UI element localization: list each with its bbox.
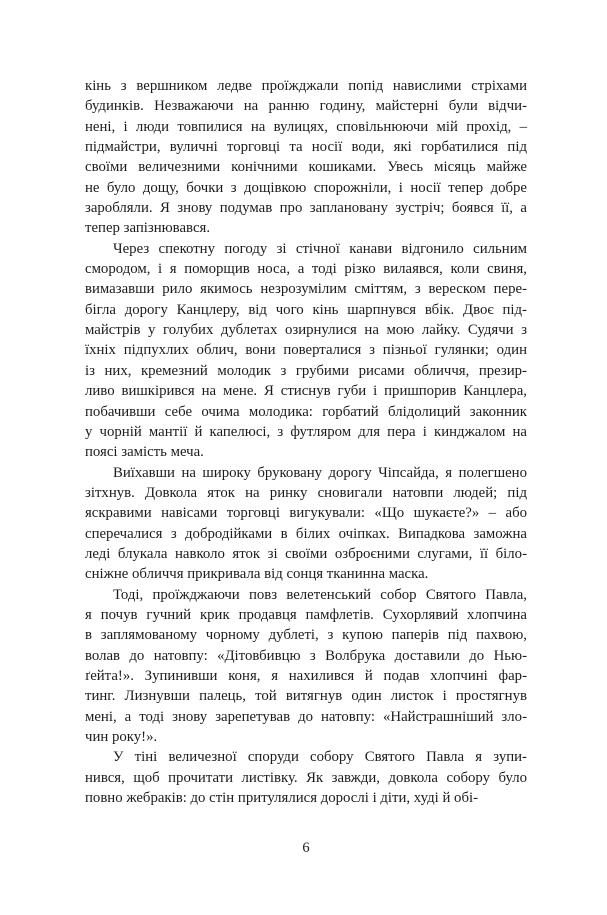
text-line: своїми величезними конічними кошиками. Увесь місяць майже <box>85 159 527 176</box>
text-line: тепер запізнювався. <box>85 220 211 237</box>
text-line: я почув гучний крик продавця памфлетів. Сухорлявий хлопчина <box>85 606 527 623</box>
text-line: сперечалися з добродійками в білих очіпках. Випадкова заможна <box>85 525 527 542</box>
text-line: їхніх підпухлих облич, вони поверталися з пізньої гулянки; один <box>85 342 527 359</box>
text-line: смородом, і я поморщив носа, а тоді різко вилаявся, коли свиня, <box>85 261 527 278</box>
text-block <box>85 76 527 808</box>
text-line: бігла дорогу Канцлеру, від чого кінь шарпнувся вбік. Двоє під- <box>85 301 527 318</box>
text-line: поясі замість меча. <box>85 444 204 461</box>
text-line: чин року!». <box>85 729 158 745</box>
text-line: майстрів у голубих дублетах озирнулися на мою лайку. Судячи з <box>85 322 527 339</box>
text-line: у чорній мантії й капелюсі, з футляром для пера і кинджалом на <box>85 423 527 440</box>
text-line: У тіні величезної споруди собору Святого Павла я зупи- <box>113 749 527 766</box>
text-line: в заплямованому чорному дублеті, з купою паперів під пахвою, <box>85 627 527 644</box>
text-line: волав до натовпу: «Дітовбивцю з Волбрука доставили до Нью- <box>85 647 527 664</box>
text-line: Через спекотну погоду зі стічної канави відгонило сильним <box>113 240 527 257</box>
text-line: сніжне обличчя прикривала від сонця тканинна маска. <box>85 566 429 583</box>
text-line: заробляли. Я знову подумав про заплановану зустріч; боявся її, а <box>85 200 527 217</box>
text-line: леді блукала навколо яток зі своїми озброєними слугами, її біло- <box>85 545 527 562</box>
text-line: нився, щоб прочитати листівку. Як завжди, довкола собору було <box>85 769 527 786</box>
text-line: яскравими навісами торговці вигукували: «Що шукаєте?» – або <box>85 505 527 522</box>
text-line: повно жебраків: до стін притулялися дорослі і діти, худі й обі- <box>85 790 479 807</box>
text-line: мені, а тоді знову зарепетував до натовпу: «Найстрашніший зло- <box>85 708 527 725</box>
text-line: тинг. Лизнувши палець, той витягнув один листок і простягнув <box>85 688 527 705</box>
text-line: нені, і люди товпилися на вулицях, сповільнюючи мій прохід, – <box>85 118 527 135</box>
text-line: Тоді, проїжджаючи повз велетенський собор Святого Павла, <box>113 586 527 603</box>
text-line: будинків. Незважаючи на ранню годину, майстерні були відчи- <box>85 98 527 115</box>
text-line: не було дощу, бочки з дощівкою спорожніли, і носії тепер добре <box>85 179 527 196</box>
text-line: побачивши себе очима молодика: горбатий блідолиций законник <box>85 403 527 420</box>
text-line: із них, кремезний молодик з грубими рисами обличчя, презир- <box>85 362 527 379</box>
text-line: підмайстри, вуличні торговці та носії води, які горбатилися під <box>85 139 527 156</box>
text-line: ливо вишкірився на мене. Я стиснув губи і пришпорив Канцлера, <box>85 383 527 400</box>
text-line: ґейта!». Зупинивши коня, я нахилився й подав хлопчині фар- <box>85 667 527 684</box>
page-number: 6 <box>302 840 310 856</box>
text-line: кінь з вершником ледве проїжджали попід навислими стріхами <box>85 78 527 94</box>
text-line: Виїхавши на широку бруковану дорогу Чіпсайда, я полегшено <box>113 464 527 481</box>
text-line: вимазавши рило якимось незрозумілим сміттям, з вереском пере- <box>85 281 527 298</box>
text-line: зітхнув. Довкола яток на ринку сновигали натовпи людей; під <box>85 484 527 501</box>
